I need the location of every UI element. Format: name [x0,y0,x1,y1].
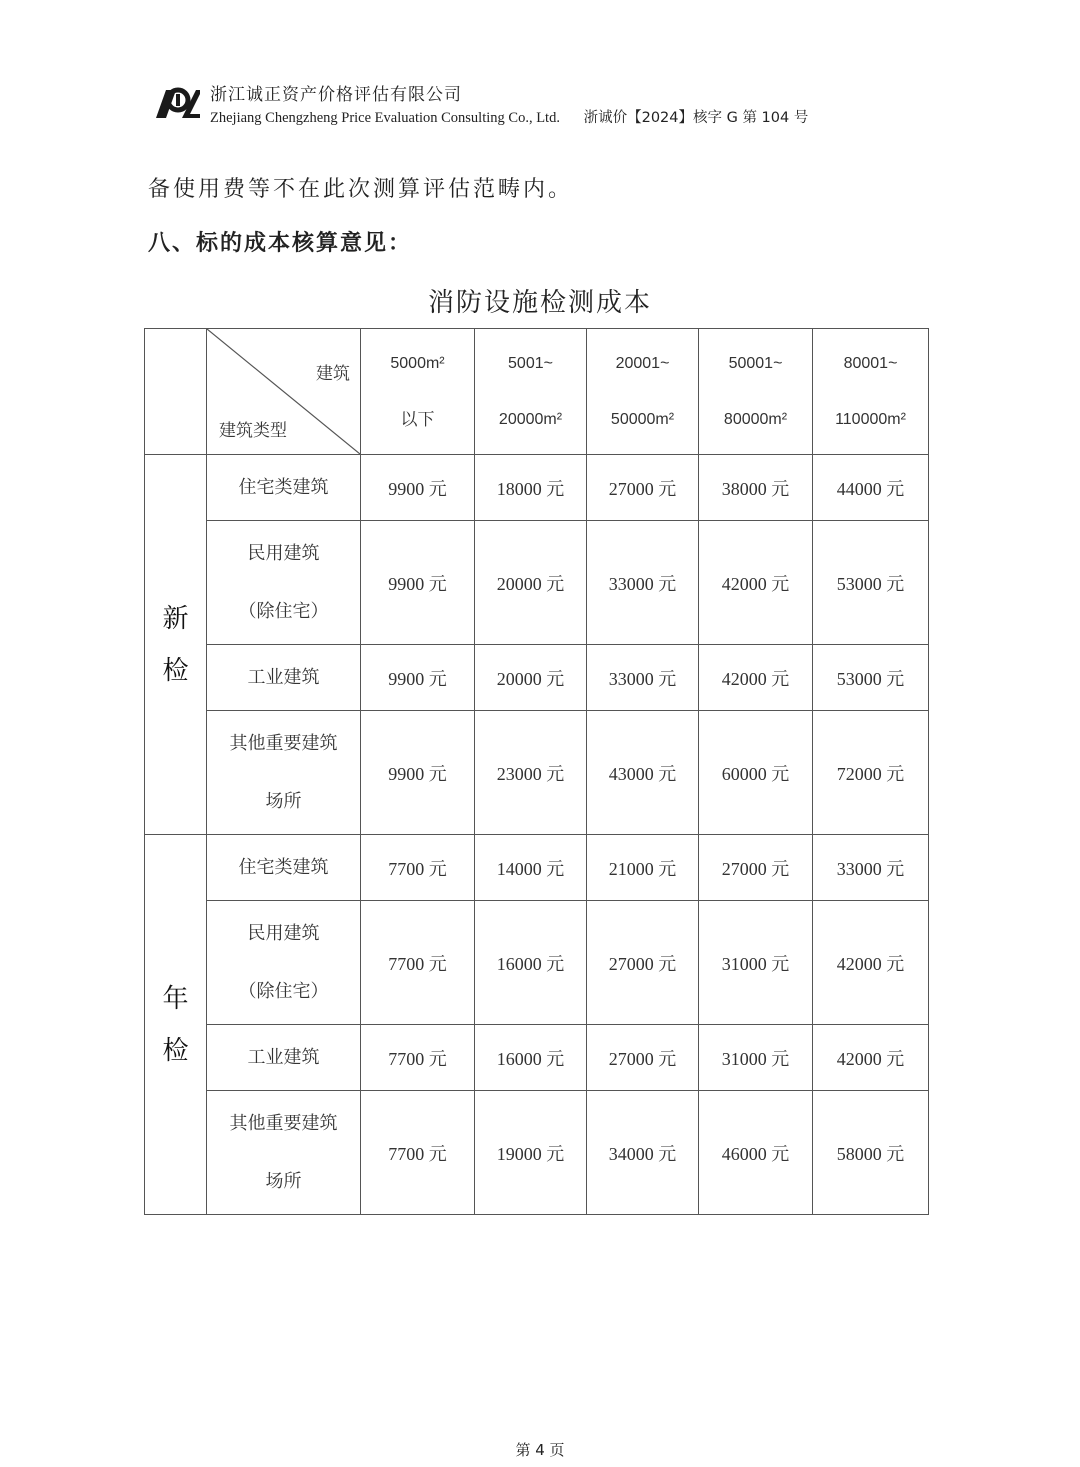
section-heading: 八、标的成本核算意见： [148,231,413,256]
company-logo-icon [152,80,200,122]
table-row [145,521,929,645]
price-cell: 18000 元 [475,455,587,521]
column-header: 5001~ 20000m² [475,329,587,455]
company-name-en: Zhejiang Chengzheng Price Evaluation Consulting Co., Ltd. [210,110,560,126]
category-cell-new-inspection: 新检 [145,455,207,835]
table-title: 消防设施检测成本 [427,288,652,318]
corner-label-building-type: 建筑类型 [219,421,287,441]
table-row [145,455,929,521]
table-row [145,645,929,711]
price-cell: 21000 元 [587,835,699,901]
letterhead [152,78,912,128]
price-cell: 27000 元 [587,901,699,1025]
price-cell: 20000 元 [475,645,587,711]
column-header: 50001~ 80000m² [699,329,813,455]
table-row [145,835,929,901]
price-cell: 38000 元 [699,455,813,521]
cost-table [144,328,929,1215]
price-cell: 43000 元 [587,711,699,835]
price-cell: 53000 元 [813,521,929,645]
price-cell: 7700 元 [361,901,475,1025]
price-cell: 33000 元 [587,645,699,711]
price-cell: 7700 元 [361,835,475,901]
price-cell: 7700 元 [361,1025,475,1091]
price-cell: 27000 元 [587,455,699,521]
price-cell: 14000 元 [475,835,587,901]
price-cell: 33000 元 [813,835,929,901]
price-cell: 42000 元 [813,1025,929,1091]
price-cell: 9900 元 [361,521,475,645]
price-cell: 42000 元 [813,901,929,1025]
price-cell: 72000 元 [813,711,929,835]
blank-corner-cell [145,329,207,455]
price-cell: 9900 元 [361,711,475,835]
company-line [210,106,808,127]
header-row [145,329,929,455]
price-cell: 33000 元 [587,521,699,645]
corner-label-building: 建筑 [316,364,350,384]
price-cell: 16000 元 [475,901,587,1025]
table-row [145,1025,929,1091]
column-header: 20001~ 50000m² [587,329,699,455]
building-type-cell: 工业建筑 [207,1025,361,1091]
building-type-cell: 民用建筑 （除住宅） [207,521,361,645]
price-cell: 34000 元 [587,1091,699,1215]
building-type-cell: 其他重要建筑 场所 [207,711,361,835]
diagonal-header-cell [207,329,361,455]
building-type-cell: 民用建筑 （除住宅） [207,901,361,1025]
price-cell: 53000 元 [813,645,929,711]
price-cell: 7700 元 [361,1091,475,1215]
price-cell: 9900 元 [361,455,475,521]
building-type-cell: 工业建筑 [207,645,361,711]
column-header: 5000m² 以下 [361,329,475,455]
price-cell: 42000 元 [699,521,813,645]
price-cell: 44000 元 [813,455,929,521]
building-type-cell: 其他重要建筑 场所 [207,1091,361,1215]
table-row [145,901,929,1025]
company-name-cn: 浙江诚正资产价格评估有限公司 [210,85,462,105]
price-cell: 46000 元 [699,1091,813,1215]
table-row [145,1091,929,1215]
price-cell: 27000 元 [587,1025,699,1091]
price-cell: 9900 元 [361,645,475,711]
building-type-cell: 住宅类建筑 [207,835,361,901]
price-cell: 23000 元 [475,711,587,835]
price-cell: 16000 元 [475,1025,587,1091]
column-header: 80001~ 110000m² [813,329,929,455]
price-cell: 19000 元 [475,1091,587,1215]
price-cell: 60000 元 [699,711,813,835]
category-cell-annual-inspection: 年检 [145,835,207,1215]
price-cell: 20000 元 [475,521,587,645]
table-row [145,711,929,835]
body-paragraph: 备使用费等不在此次测算评估范畴内。 [148,177,574,202]
document-reference: 浙诚价【2024】核字 G 第 104 号 [583,110,809,126]
page-number: 第 4 页 [515,1441,565,1459]
price-cell: 31000 元 [699,1025,813,1091]
price-cell: 58000 元 [813,1091,929,1215]
building-type-cell: 住宅类建筑 [207,455,361,521]
price-cell: 27000 元 [699,835,813,901]
price-cell: 42000 元 [699,645,813,711]
price-cell: 31000 元 [699,901,813,1025]
